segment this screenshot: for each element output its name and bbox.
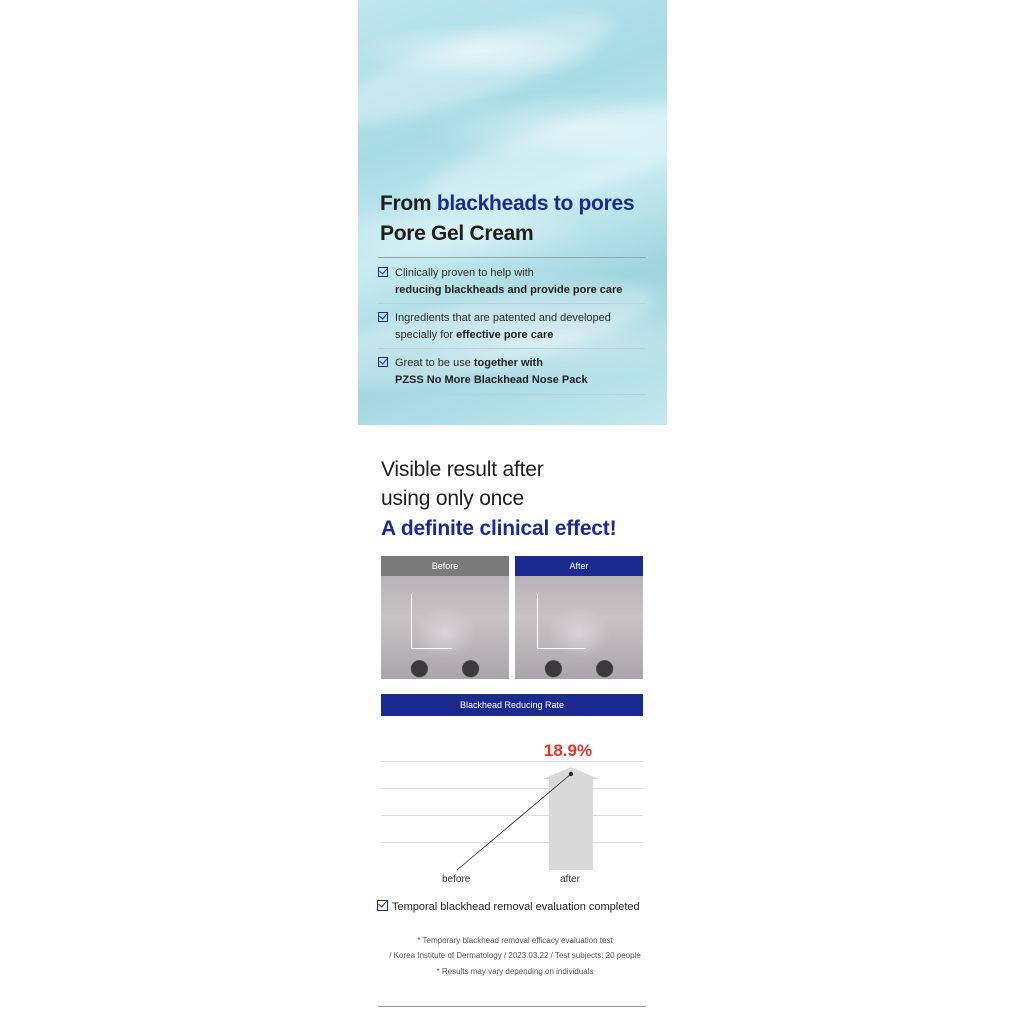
evaluation-check: Temporal blackhead removal evaluation completed <box>377 900 640 913</box>
hero-title: From blackheads to pores <box>380 192 635 215</box>
divider <box>378 303 646 304</box>
before-photo <box>381 556 509 679</box>
hero-subtitle: Pore Gel Cream <box>380 222 534 245</box>
footnote-1: * Temporary blackhead removal efficacy evaluation test <box>417 936 613 945</box>
divider <box>378 257 646 258</box>
hero-banner: From blackheads to pores Pore Gel Cream Clinically proven to help with reducing blackheads and provide pore care Ingredients that are patented and developed specially for effective pore care Great to be use together with PZSS No More Blackhead Nose Pack <box>358 0 667 425</box>
value-label-after: 18.9% <box>543 741 593 760</box>
before-label: Before <box>381 556 509 576</box>
divider <box>378 348 646 349</box>
point-after <box>569 772 573 776</box>
focus-box <box>537 594 586 649</box>
checkbox-icon <box>378 312 388 322</box>
bottom-divider <box>378 1006 646 1007</box>
x-tick-after: after <box>560 874 581 885</box>
result-heading-line1: Visible result after <box>381 458 544 481</box>
result-heading-line2: using only once <box>381 487 524 510</box>
divider <box>378 394 646 395</box>
focus-box <box>411 594 452 649</box>
result-headline: A definite clinical effect! <box>381 517 617 540</box>
checkbox-icon <box>377 900 388 911</box>
rate-banner: Blackhead Reducing Rate <box>381 694 643 716</box>
checkbox-icon <box>378 267 388 277</box>
after-label: After <box>515 556 643 576</box>
checkbox-icon <box>378 357 388 367</box>
x-tick-before: before <box>442 874 471 885</box>
bar-after <box>543 767 599 870</box>
reduction-chart <box>381 735 643 875</box>
footnote-2: / Korea Institute of Dermatology / 2023.03.22 / Test subjects: 20 people <box>389 951 641 960</box>
footnote-3: * Results may vary depending on individuals <box>436 967 594 976</box>
after-photo <box>515 556 643 679</box>
